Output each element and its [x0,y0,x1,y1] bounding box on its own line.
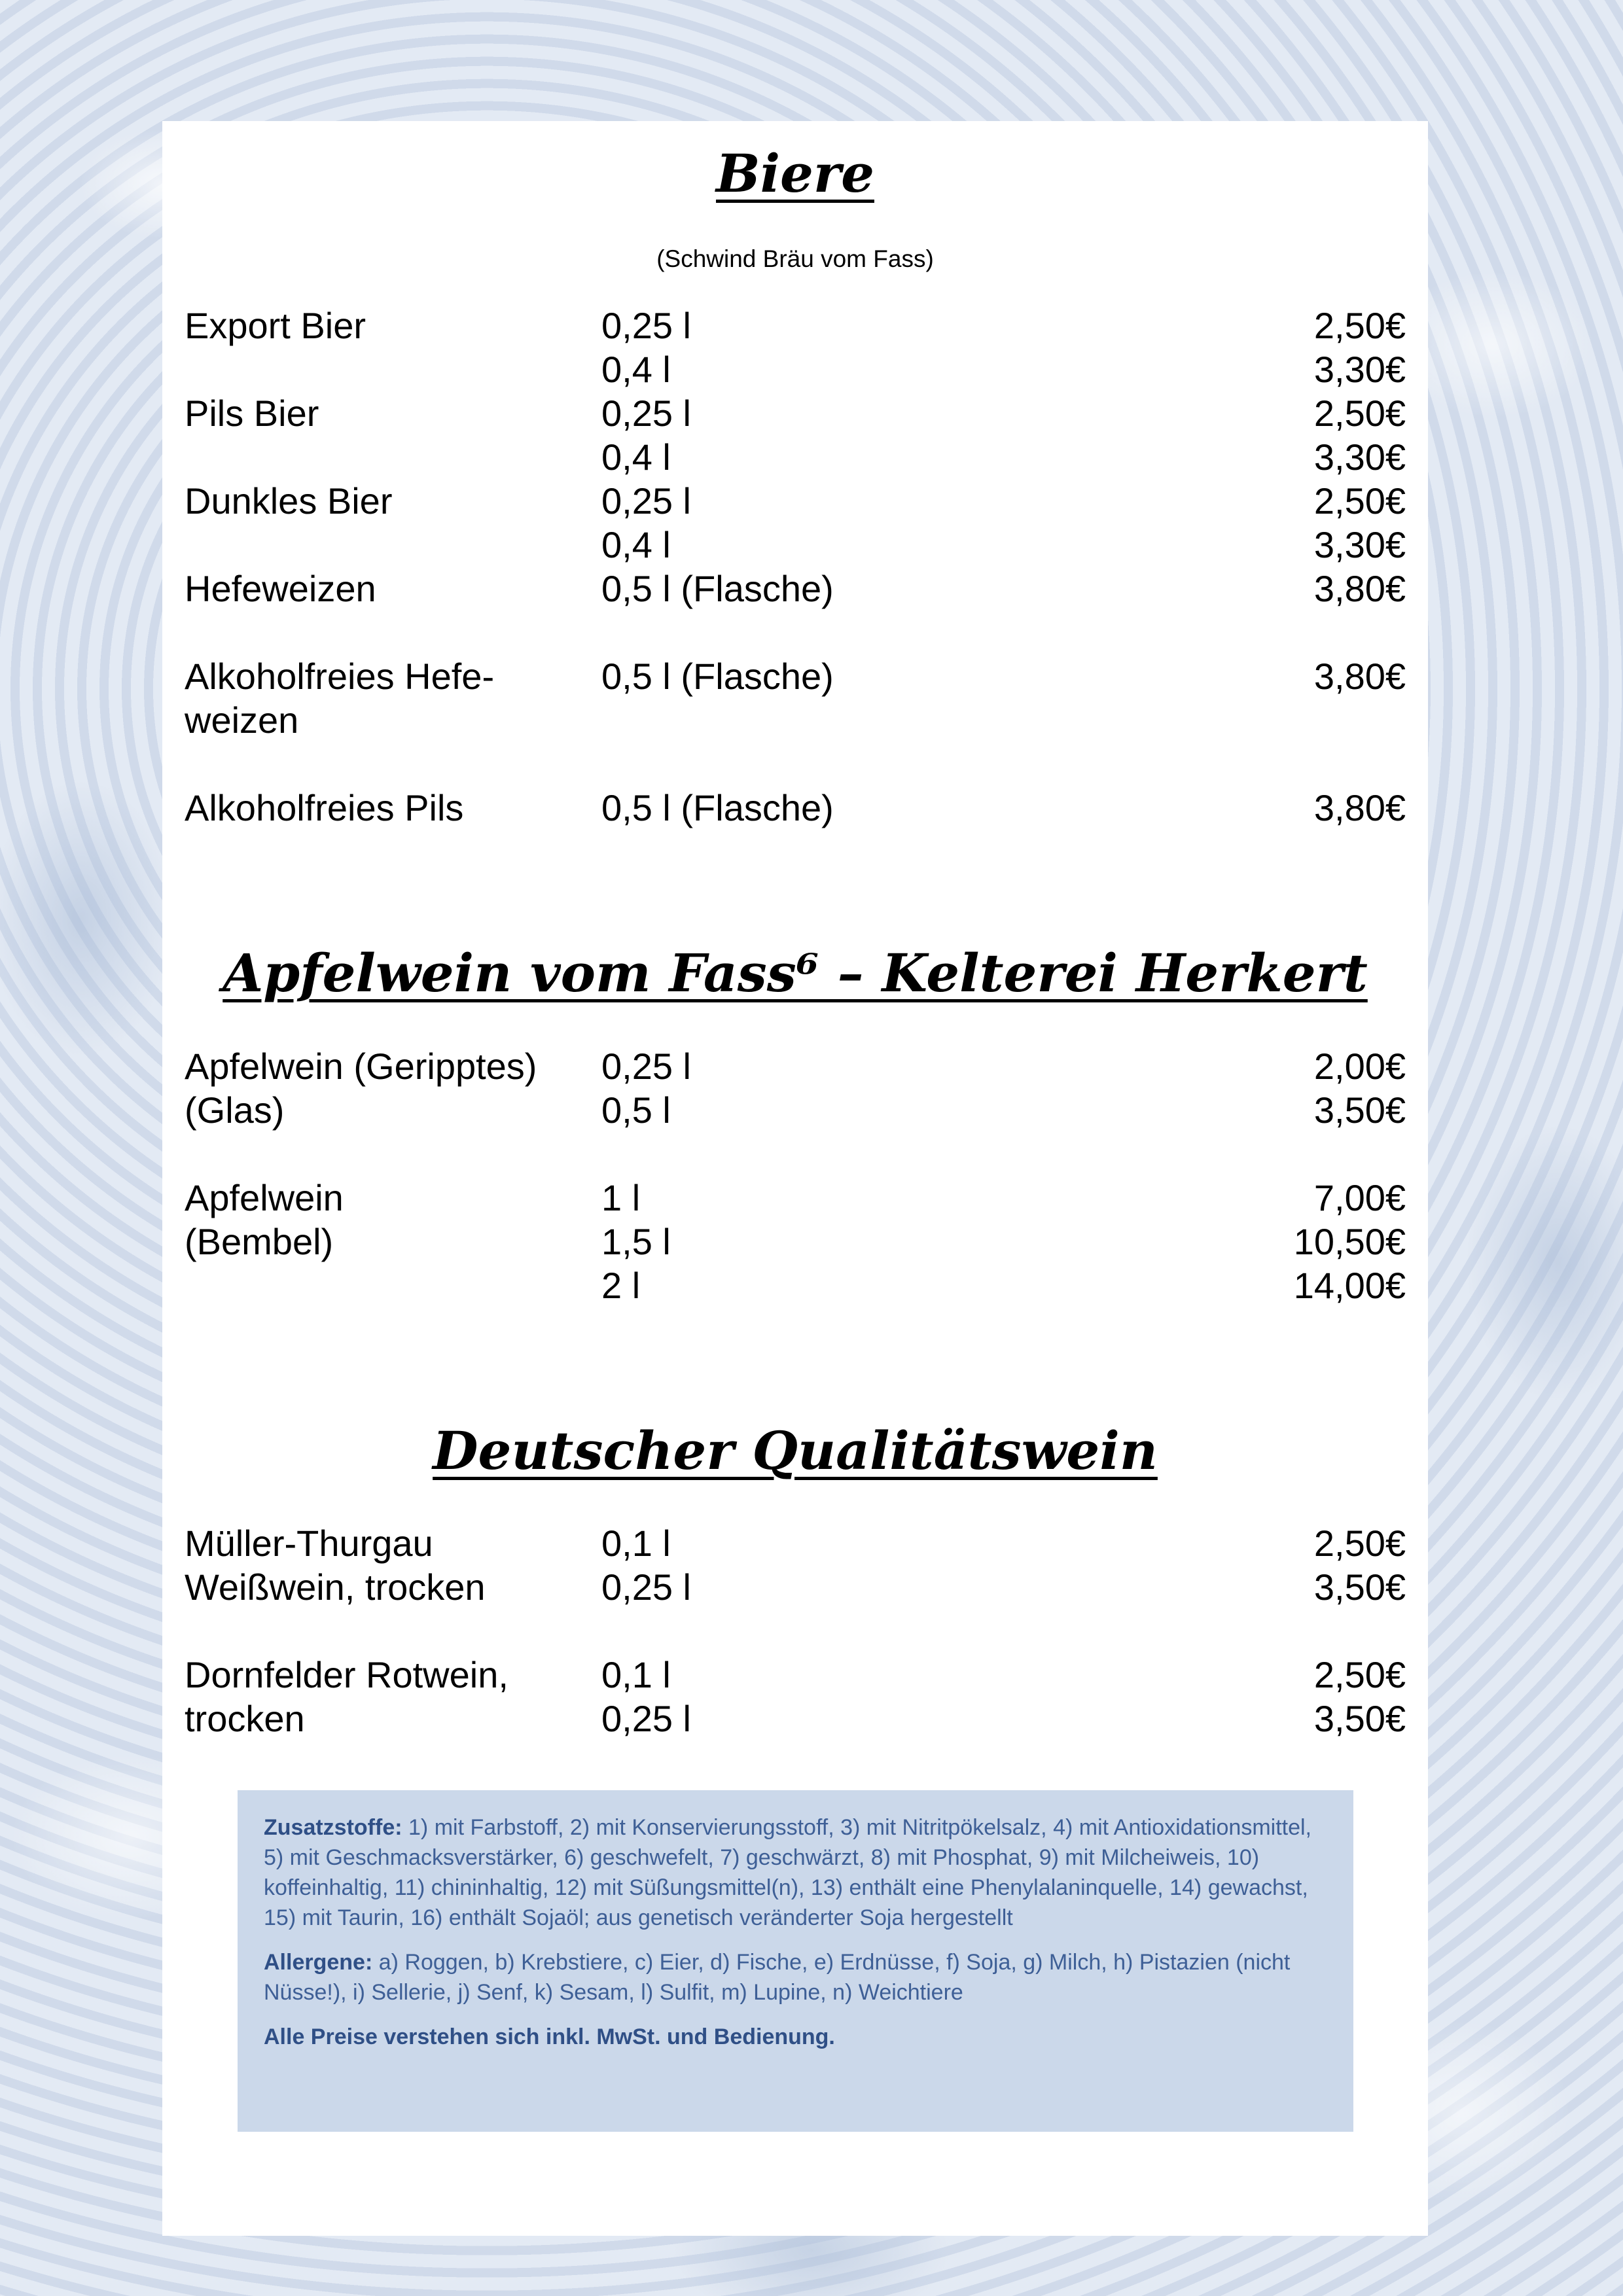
menu-row [185,1653,1406,1697]
item-price: 3,80€ [1313,787,1406,828]
allergens-label: Allergene: [264,1950,373,1975]
item-size: 1 l [601,1177,641,1218]
item-name: trocken [185,1698,305,1739]
item-price: 3,80€ [1313,656,1406,697]
item-name: Hefeweizen [185,568,376,609]
item-size: 0,25 l [601,393,691,434]
item-size: 0,25 l [601,1566,691,1608]
item-price: 3,30€ [1313,436,1406,478]
item-name: Pils Bier [185,393,319,434]
menu-row [185,567,1406,610]
item-price: 3,30€ [1313,524,1406,565]
item-price: 2,00€ [1313,1046,1406,1087]
additives-paragraph [264,1812,1327,1933]
prices-note-paragraph [264,2022,1327,2052]
menu-row [185,391,1406,435]
item-name: (Bembel) [185,1221,334,1262]
additives-allergens-notice [238,1790,1353,2132]
menu-row [185,786,1406,830]
menu-row [185,479,1406,523]
allergens-text: a) Roggen, b) Krebstiere, c) Eier, d) Fische, e) Erdnüsse, f) Soja, g) Milch, h) Pistazien (nicht Nüsse!), i) Sellerie, j) Senf, k) Sesam, l) Sulfit, m) Lupine, n) Weichtiere [264,1950,1291,2005]
item-size: 2 l [601,1265,641,1306]
item-size: 0,4 l [601,436,671,478]
item-size: 0,5 l (Flasche) [601,656,834,697]
menu-row [185,698,1406,742]
item-size: 0,1 l [601,1654,671,1695]
item-name: weizen [185,699,299,741]
section-title-cider: Apfelwein vom Fass⁶ – Kelterei Herkert [223,942,1368,1004]
item-price: 2,50€ [1313,1654,1406,1695]
menu-row [185,1220,1406,1263]
item-price: 14,00€ [1293,1265,1406,1306]
item-name: Dornfelder Rotwein, [185,1654,508,1695]
item-name: Apfelwein (Geripptes) [185,1046,537,1087]
item-price: 3,80€ [1313,568,1406,609]
item-size: 0,25 l [601,480,691,521]
item-name: Export Bier [185,305,366,346]
item-price: 10,50€ [1293,1221,1406,1262]
allergens-paragraph [264,1947,1327,2007]
item-price: 3,50€ [1313,1566,1406,1608]
section-subtitle-beer: (Schwind Bräu vom Fass) [656,245,934,272]
menu-row [185,523,1406,567]
item-size: 0,5 l (Flasche) [601,568,834,609]
menu-row [185,1521,1406,1565]
menu-row [185,654,1406,698]
item-price: 2,50€ [1313,480,1406,521]
menu-row [185,1565,1406,1609]
item-price: 2,50€ [1313,305,1406,346]
item-size: 0,5 l [601,1089,671,1131]
item-name: Alkoholfreies Pils [185,787,464,828]
menu-row [185,347,1406,391]
item-price: 7,00€ [1313,1177,1406,1218]
item-name: Müller-Thurgau [185,1523,433,1564]
menu-row [185,1697,1406,1740]
item-price: 2,50€ [1313,393,1406,434]
item-size: 0,4 l [601,524,671,565]
item-price: 2,50€ [1313,1523,1406,1564]
item-price: 3,50€ [1313,1089,1406,1131]
item-name: Alkoholfreies Hefe- [185,656,495,697]
item-size: 0,4 l [601,349,671,390]
menu-row [185,1044,1406,1088]
section-title-wine: Deutscher Qualitätswein [433,1420,1158,1481]
item-size: 1,5 l [601,1221,671,1262]
item-size: 0,25 l [601,1698,691,1739]
menu-row [185,1088,1406,1132]
item-size: 0,25 l [601,305,691,346]
menu-row [185,1263,1406,1307]
item-name: (Glas) [185,1089,285,1131]
prices-note: Alle Preise verstehen sich inkl. MwSt. und Bedienung. [264,2024,835,2049]
item-size: 0,1 l [601,1523,671,1564]
menu-row [185,1176,1406,1220]
item-price: 3,30€ [1313,349,1406,390]
item-size: 0,5 l (Flasche) [601,787,834,828]
item-name: Apfelwein [185,1177,344,1218]
menu-page [162,121,1428,2236]
item-size: 0,25 l [601,1046,691,1087]
section-title-beer: Biere [716,143,874,204]
menu-row [185,435,1406,479]
item-name: Dunkles Bier [185,480,393,521]
additives-label: Zusatzstoffe: [264,1815,402,1840]
item-price: 3,50€ [1313,1698,1406,1739]
menu-row [185,304,1406,347]
item-name: Weißwein, trocken [185,1566,486,1608]
additives-text: 1) mit Farbstoff, 2) mit Konservierungsstoff, 3) mit Nitritpökelsalz, 4) mit Antioxidationsmittel, 5) mit Geschmacksverstärker, 6) geschwefelt, 7) geschwärzt, 8) mit Phosphat, 9) mit Milcheiweis, 10) koffeinhaltig, 11) chininhaltig, 12) mit Süßungsmittel(n), 13) enthält eine Phenylalaninquelle, 14) gewachst, 15) mit Taurin, 16) enthält Sojaöl; aus genetisch veränderter Soja hergestellt [264,1815,1312,1930]
